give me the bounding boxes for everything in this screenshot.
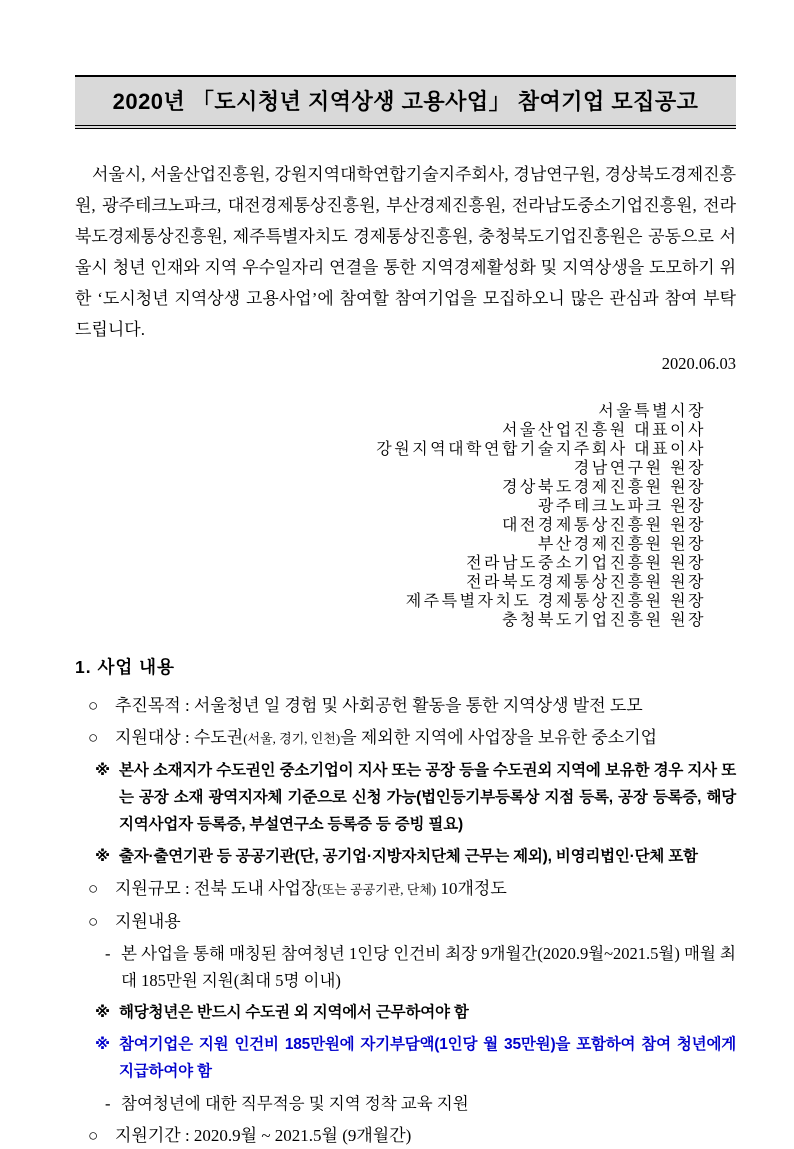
- sub-item-wage-support: [75, 940, 736, 994]
- signatory: 경남연구원 원장: [573, 460, 706, 477]
- note-item-public-org: [75, 843, 736, 870]
- item-text: 10개정도: [436, 879, 507, 898]
- signatory: 전라남도중소기업진흥원 원장: [466, 555, 706, 572]
- item-text: 참여청년에 대한 직무적응 및 지역 정착 교육 지원: [121, 1094, 469, 1113]
- notice-title-banner: [75, 75, 736, 129]
- sub-item-education-support: [75, 1090, 736, 1117]
- signatory: 강원지역대학연합기술지주회사 대표이사: [376, 441, 706, 458]
- item-text: 참여기업은 지원 인건비 185만원에 자기부담액(1인당 월 35만원)을 포함하여 참여 청년에게 지급하여야 함: [119, 1036, 736, 1080]
- dash-bullet: -: [105, 944, 111, 963]
- list-item-scale: [75, 875, 736, 903]
- signatory: 서울산업진흥원 대표이사: [501, 422, 706, 439]
- section-heading: 1. 사업 내용: [75, 657, 175, 677]
- item-text: 해당청년은 반드시 수도권 외 지역에서 근무하여야 함: [119, 1004, 469, 1021]
- reference-mark: ※: [95, 1004, 110, 1021]
- note-item-company-contribution: [75, 1031, 736, 1085]
- circle-bullet: ○: [88, 879, 99, 898]
- reference-mark: ※: [95, 762, 110, 779]
- circle-bullet: ○: [88, 728, 99, 747]
- item-text-small: (또는 공공기관, 단체): [317, 882, 437, 897]
- item-text: 본사 소재지가 수도권인 중소기업이 지사 또는 공장 등을 수도권외 지역에 보유한 경우 지사 또는 공장 소재 광역지자체 기준으로 신청 가능(법인등기부등록상 지점 등록, 공장 등록증, 해당 지역사업자 등록증, 부설연구소 등록증 등 증빙 필요): [119, 762, 736, 833]
- note-item-work-location: [75, 999, 736, 1026]
- list-item-target: [75, 724, 736, 752]
- signatory: 경상북도경제진흥원 원장: [501, 479, 706, 496]
- notice-date: 2020.06.03: [661, 354, 736, 373]
- item-text: 지원기간 : 2020.9월 ~ 2021.5월 (9개월간): [115, 1126, 412, 1145]
- item-text: 출자·출연기관 등 공공기관(단, 공기업·지방자치단체 근무는 제외), 비영리법인·단체 포함: [119, 848, 698, 865]
- signatory-list: [75, 402, 736, 630]
- item-text: 추진목적 : 서울청년 일 경험 및 사회공헌 활동을 통한 지역상생 발전 도모: [115, 696, 643, 715]
- signatory: 대전경제통상진흥원 원장: [501, 517, 706, 534]
- reference-mark: ※: [95, 848, 110, 865]
- note-item-branch-rule: [75, 757, 736, 838]
- item-text: 지원대상 : 수도권: [115, 728, 244, 747]
- signatory: 전라북도경제통상진흥원 원장: [466, 574, 706, 591]
- circle-bullet: ○: [88, 912, 99, 931]
- section-item-list: [75, 692, 736, 1149]
- item-text: 지원규모 : 전북 도내 사업장: [115, 879, 318, 898]
- circle-bullet: ○: [88, 696, 99, 715]
- list-item-purpose: [75, 692, 736, 719]
- list-item-support-content: [75, 908, 736, 935]
- reference-mark: ※: [95, 1036, 110, 1053]
- item-text: 을 제외한 지역에 사업장을 보유한 중소기업: [340, 728, 658, 747]
- item-text: 본 사업을 통해 매칭된 참여청년 1인당 인건비 최장 9개월간(2020.9월~2021.5월) 매월 최대 185만원 지원(최대 5명 이내): [121, 944, 736, 990]
- dash-bullet: -: [105, 1094, 111, 1113]
- item-text-small: (서울, 경기, 인천): [243, 731, 341, 746]
- signatory: 제주특별자치도 경제통상진흥원 원장: [405, 593, 706, 610]
- list-item-period: [75, 1122, 736, 1149]
- signatory: 충청북도기업진흥원 원장: [501, 612, 706, 629]
- notice-title: 2020년 「도시청년 지역상생 고용사업」 참여기업 모집공고: [112, 89, 699, 114]
- circle-bullet: ○: [88, 1126, 99, 1145]
- intro-paragraph: 서울시, 서울산업진흥원, 강원지역대학연합기술지주회사, 경남연구원, 경상북도경제진흥원, 광주테크노파크, 대전경제통상진흥원, 부산경제진흥원, 전라남도중소기업진흥원, 전라북도경제통상진흥원, 제주특별자치도 경제통상진흥원, 충청북도기업진흥원은 공동으로 서울시 청년 인재와 지역 우수일자리 연결을 통한 지역경제활성화 및 지역상생을 도모하기 위한 ‘도시청년 지역상생 고용사업’에 참여할 참여기업을 모집하오니 많은 관심과 참여 부탁드립니다.: [75, 165, 736, 339]
- signatory: 서울특별시장: [598, 403, 706, 420]
- item-text: 지원내용: [115, 912, 181, 931]
- signatory: 광주테크노파크 원장: [537, 498, 706, 515]
- signatory: 부산경제진흥원 원장: [537, 536, 706, 553]
